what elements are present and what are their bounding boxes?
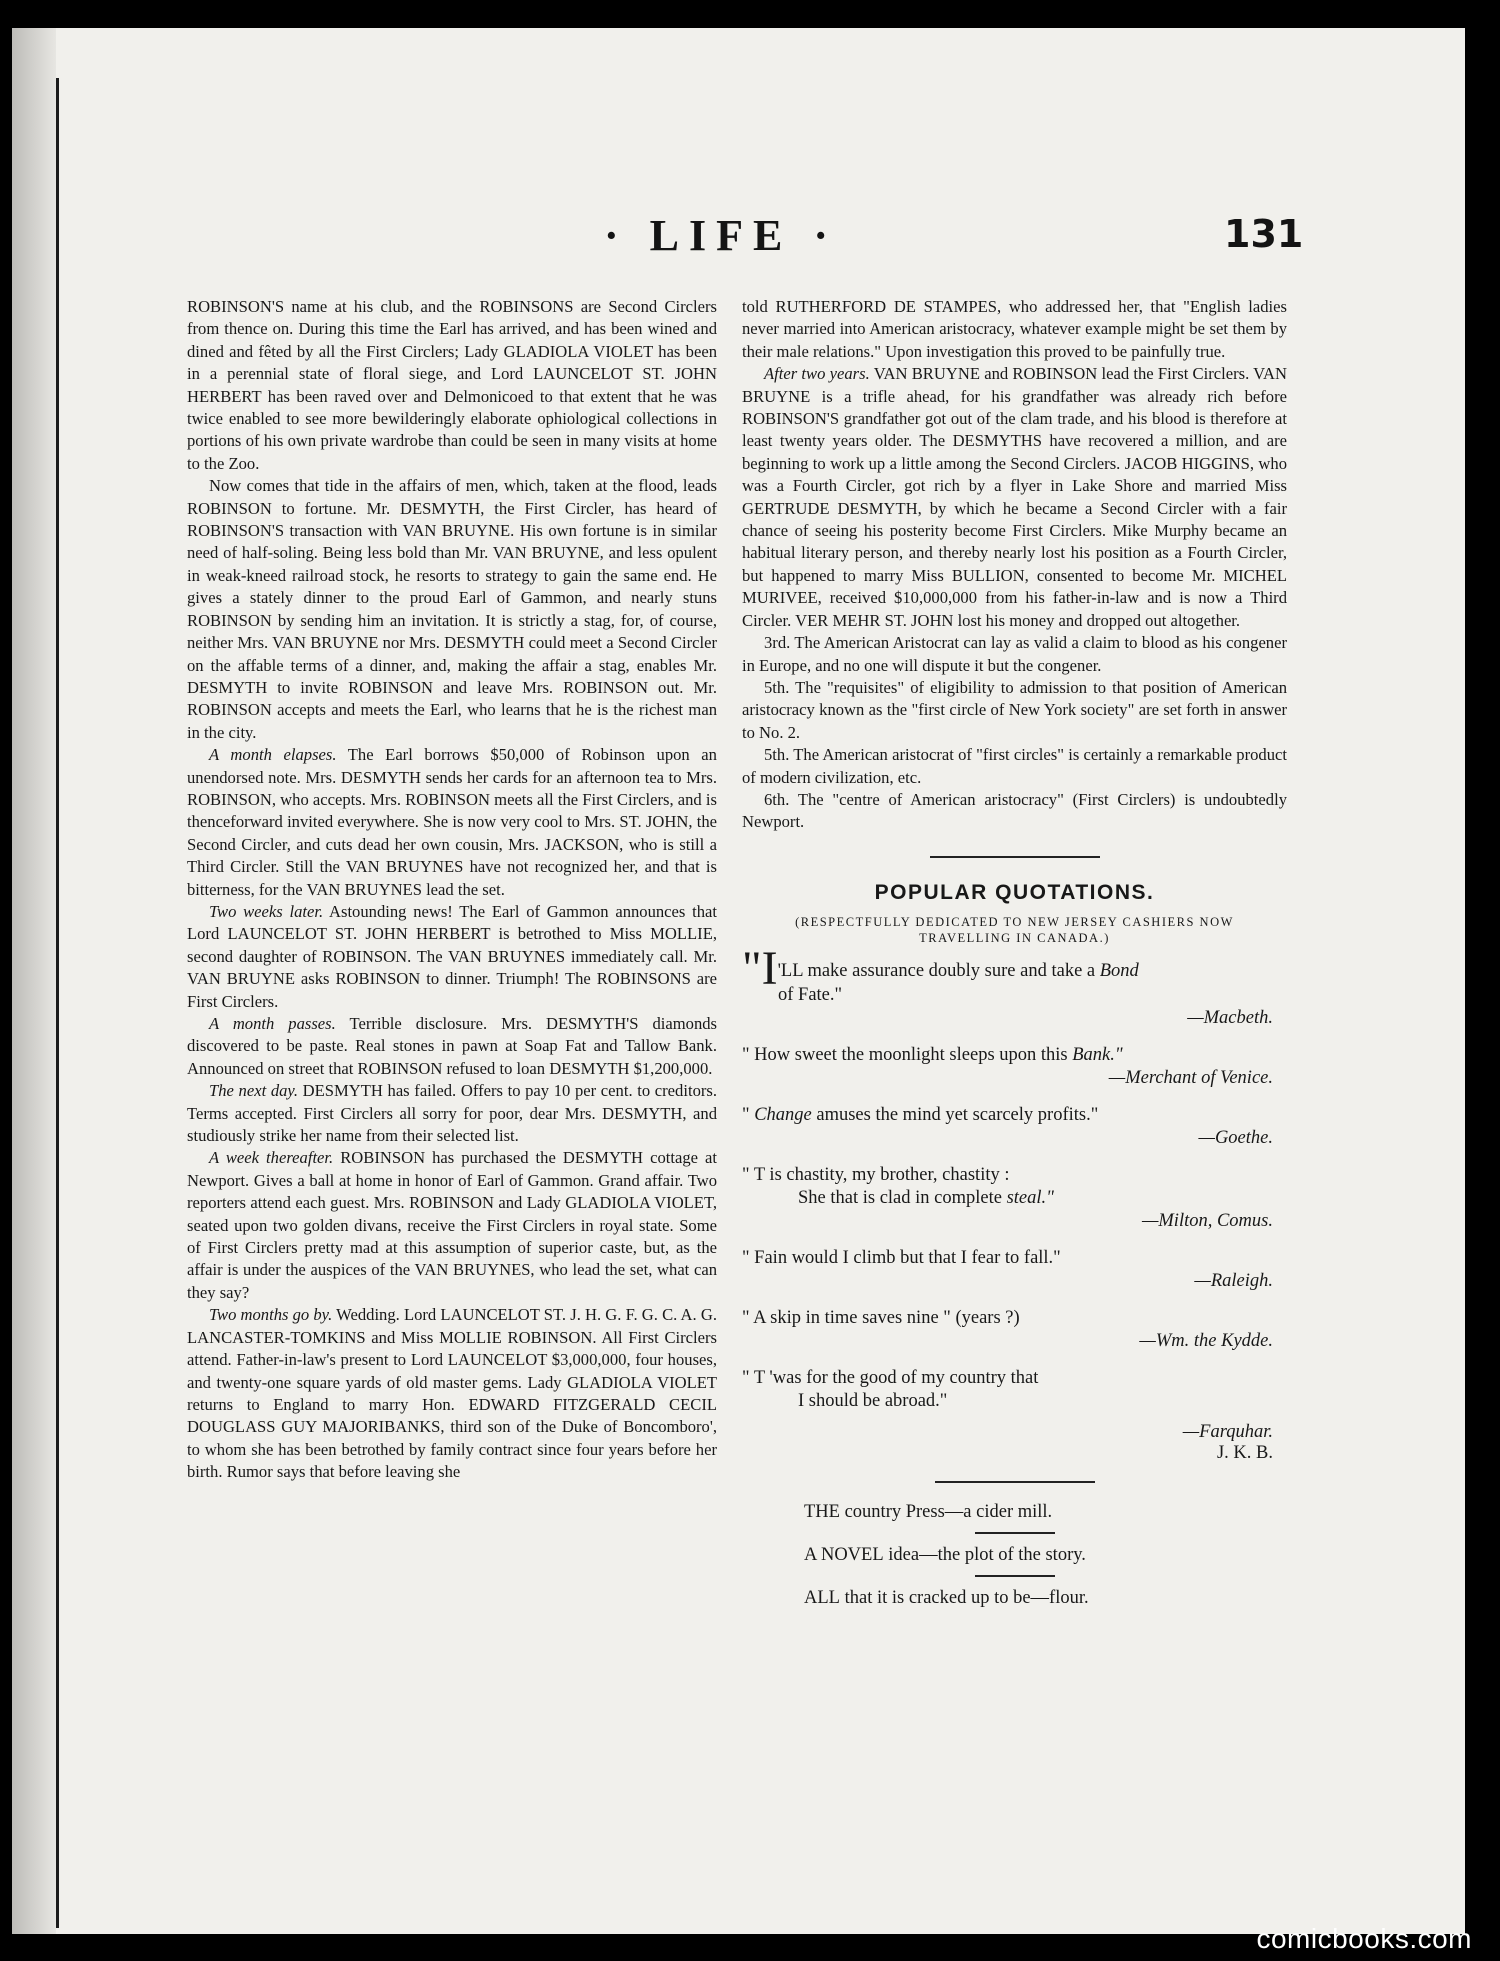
paragraph-lead: Two weeks later.: [209, 901, 324, 921]
drop-cap: "I: [742, 942, 778, 996]
quote-italic: Change: [754, 1105, 812, 1126]
quote-text: " How sweet the moonlight sleeps upon this: [742, 1045, 1068, 1066]
right-column: [742, 296, 1287, 1610]
paragraph-text: Terrible disclosure. Mrs. DESMYTH'S diamonds discovered to be paste. Real stones in pawn at Soap Fat and Tallow Bank. Announced on street that ROBINSON refused to loan DESMYTH $1,200,000.: [187, 1014, 717, 1078]
quote-italic: Bank.": [1072, 1045, 1123, 1066]
author-signature: J. K. B.: [1216, 1443, 1273, 1464]
jest-text: country Press—a cider mill.: [844, 1501, 1053, 1522]
section-divider: [935, 1481, 1095, 1483]
jest-text: idea—the plot of the story.: [888, 1544, 1086, 1565]
paragraph: told RUTHERFORD DE STAMPES, who addressed her, that "English ladies never married into American aristocracy, whatever example might be set them by their male relations." Upon investigation this proved to be painfully true.: [742, 297, 1287, 361]
paragraph: [187, 1013, 717, 1080]
paragraph: 3rd. The American Aristocrat can lay as valid a claim to blood as his congener in Europe, and no one will dispute it but the congener.: [742, 633, 1287, 675]
page-gutter-line: [56, 78, 59, 1928]
jest-divider: [975, 1532, 1055, 1534]
quotation: [742, 1044, 1287, 1090]
quote-attribution: —Raleigh.: [1194, 1271, 1273, 1292]
page-number: 131: [1224, 212, 1304, 256]
quotation: [742, 1367, 1287, 1444]
quote-italic: Bond: [1099, 961, 1139, 982]
quotation: [742, 1247, 1287, 1293]
quote-text: 'LL make assurance doubly sure and take a: [777, 961, 1096, 982]
paragraph-text: ROBINSON has purchased the DESMYTH cottage at Newport. Gives a ball at home in honor of Earl of Gammon. Grand affair. Two reporters attend each guest. Mrs. ROBINSON and Lady GLADIOLA VIOLET, seated upon two golden divans, receive the First Circlers in royal state. Some of First Circlers pretty mad at this assumption of superior caste, but, as the affair is under the auspices of the VAN BRUYNES, who lead the set, what can they say?: [187, 1148, 717, 1302]
paragraph: 5th. The "requisites" of eligibility to admission to that position of American aristocracy known as the "first circle of New York society" are set forth in answer to No. 2.: [742, 677, 1287, 742]
paragraph: [187, 1304, 717, 1483]
jest-line: [742, 1501, 1287, 1524]
quotation: [742, 1104, 1287, 1150]
paragraph: 6th. The "centre of American aristocracy" (First Circlers) is undoubtedly Newport.: [742, 789, 1287, 832]
quotation: [742, 1307, 1287, 1353]
quotations-subtitle: (RESPECTFULLY DEDICATED TO NEW JERSEY CASHIERS NOW TRAVELLING IN CANADA.): [795, 915, 1234, 946]
quote-text: " T is chastity, my brother, chastity :: [742, 1165, 1010, 1186]
paragraph-text: VAN BRUYNE and ROBINSON lead the First Circlers. VAN BRUYNE is a trifle ahead, for his grandfather was already rich before ROBINSON'S grandfather got out of the clam trade, and his blood is therefore at least twenty years older. The DESMYTHS have recovered a million, and are beginning to work up a little among the Second Circlers. JACOB HIGGINS, who was a Fourth Circler, got rich by a flyer in Lake Shore and married Miss GERTRUDE DESMYTH, by which he became a Second Circler with a fair chance of seeing his posterity become First Circlers. Mike Murphy became an habitual literary person, and thereby nearly lost his position as a Fourth Circler, but happened to marry Miss BULLION, consented to become Mr. MICHEL MURIVEE, received $10,000,000 from his father-in-law and is now a Third Circler. VER MEHR ST. JOHN lost his money and dropped out altogether.: [742, 364, 1287, 630]
quote-line-2: I should be abroad.": [798, 1391, 948, 1412]
paragraph: [187, 1080, 717, 1147]
jest-lead: THE: [804, 1501, 840, 1522]
quote-line-2: She that is clad in complete: [798, 1188, 1002, 1209]
paragraph-lead: A month passes.: [209, 1014, 336, 1033]
jest-lead: A NOVEL: [804, 1544, 884, 1565]
jest-lead: ALL: [804, 1587, 840, 1608]
paragraph-text: The Earl borrows $50,000 of Robinson upon an unendorsed note. Mrs. DESMYTH sends her cards for an afternoon tea to Mrs. ROBINSON, who accepts. Mrs. ROBINSON meets all the First Circlers, and is thenceforward invited everywhere. She is now very cool to Mrs. ST. JOHN, the Second Circler, and cuts dead her own cousin, Mrs. JACKSON, who is still a Third Circler. Still the VAN BRUYNES have not recognized her, and that is bitterness, for the VAN BRUYNES lead the set.: [187, 745, 717, 899]
quote-attribution: —Merchant of Venice.: [1108, 1068, 1273, 1089]
quote-attribution: —Wm. the Kydde.: [1139, 1331, 1273, 1352]
paragraph: Now comes that tide in the affairs of men, which, taken at the flood, leads ROBINSON to fortune. Mr. DESMYTH, the First Circler, has heard of ROBINSON'S transaction with VAN BRUYNE. His own fortune is in similar need of half-soling. Being less bold than Mr. VAN BRUYNE, and less opulent in weak-kneed railroad stock, he resorts to strategy to gain the same end. He gives a stately dinner to the proud Earl of Gammon, and nearly stuns ROBINSON by sending him an invitation. It is strictly a stag, for, of course, neither Mrs. VAN BRUYNE nor Mrs. DESMYTH could meet a Second Circler on the affable terms of a dinner, and, making the affair a stag, enables Mr. DESMYTH to invite ROBINSON and leave Mrs. ROBINSON out. Mr. ROBINSON accepts and meets the Earl, who learns that he is the richest man in the city.: [187, 476, 717, 742]
site-watermark: comicbooks.com: [1256, 1923, 1472, 1954]
quote-attribution: —Milton, Comus.: [1141, 1211, 1273, 1232]
quote-text: amuses the mind yet scarcely profits.": [816, 1105, 1099, 1126]
quotation: [742, 942, 1287, 1030]
quote-attribution: —Farquhar.: [1182, 1422, 1273, 1443]
paragraph: [187, 1147, 717, 1304]
jest-divider: [975, 1575, 1055, 1577]
quote-text: " A skip in time saves nine " (years ?): [742, 1308, 1020, 1329]
paragraph-lead: A week thereafter.: [209, 1148, 334, 1168]
paragraph-lead: A month elapses.: [209, 745, 337, 765]
jest-text: that it is cracked up to be—flour.: [844, 1587, 1089, 1608]
quote-attribution: —Goethe.: [1198, 1128, 1273, 1149]
left-column: [187, 296, 717, 1484]
quote-italic: steal.": [1006, 1188, 1054, 1209]
masthead-title: · LIFE ·: [604, 211, 839, 260]
paragraph-lead: Two months go by.: [209, 1305, 333, 1325]
quotations-title: POPULAR QUOTATIONS.: [874, 880, 1155, 904]
paragraph: ROBINSON'S name at his club, and the ROBINSONS are Second Circlers from thence on. During this time the Earl has arrived, and has been wined and dined and fêted by all the First Circlers; Lady GLADIOLA VIOLET has been in a perennial state of floral siege, and Lord LAUNCELOT ST. JOHN HERBERT has been raved over and Delmonicoed to that extent that he was twice enabled to see more bewilderingly elaborate ophiological collections in portions of his own private wardrobe than could be seen in many visits at home to the Zoo.: [187, 297, 717, 473]
paragraph-text: Wedding. Lord LAUNCELOT ST. J. H. G. F. G. C. A. G. LANCASTER-TOMKINS and Miss MOLLIE ROBINSON. All First Circlers attend. Father-in-law's present to Lord LAUNCELOT $3,000,000, four houses, and twenty-one square yards of old master gems. Lady GLADIOLA VIOLET returns to England to marry Hon. EDWARD FITZGERALD CECIL DOUGLASS GUY MAJORIBANKS, third son of the Duke of Boncomboro', to whom she has been betrothed by family contract since four years before her birth. Rumor says that before leaving she: [187, 1305, 717, 1482]
paragraph-lead: The next day.: [209, 1081, 299, 1101]
quote-text: " Fain would I climb but that I fear to fall.": [742, 1248, 1061, 1269]
quote-text: " T 'was for the good of my country that: [742, 1368, 1039, 1389]
paragraph: [742, 363, 1287, 632]
magazine-page: [12, 28, 1465, 1934]
paragraph: [187, 744, 717, 901]
paragraph-text: DESMYTH has failed. Offers to pay 10 per cent. to creditors. Terms accepted. First Circlers all sorry for poor, dear Mrs. DESMYTH, and studiously strike her name from their selected list.: [187, 1081, 717, 1146]
jest-line: [742, 1544, 1287, 1567]
paragraph: [187, 901, 717, 1013]
page-gutter-shade: [12, 28, 56, 1934]
quote-line-2: of Fate.": [778, 985, 843, 1006]
quotation: [742, 1164, 1287, 1233]
paragraph-lead: After two years.: [764, 364, 870, 384]
quote-open: ": [742, 1105, 750, 1126]
paragraph-text: Astounding news! The Earl of Gammon announces that Lord LAUNCELOT ST. JOHN HERBERT is betrothed to Miss MOLLIE, second daughter of ROBINSON. The VAN BRUYNES immediately call. Mr. VAN BRUYNE asks ROBINSON to dinner. Triumph! The ROBINSONS are First Circlers.: [187, 901, 718, 1011]
quote-attribution: —Macbeth.: [1187, 1008, 1273, 1029]
jest-line: [742, 1587, 1287, 1610]
section-divider: [930, 856, 1100, 858]
paragraph: 5th. The American aristocrat of "first circles" is certainly a remarkable product of modern civilization, etc.: [742, 745, 1287, 787]
